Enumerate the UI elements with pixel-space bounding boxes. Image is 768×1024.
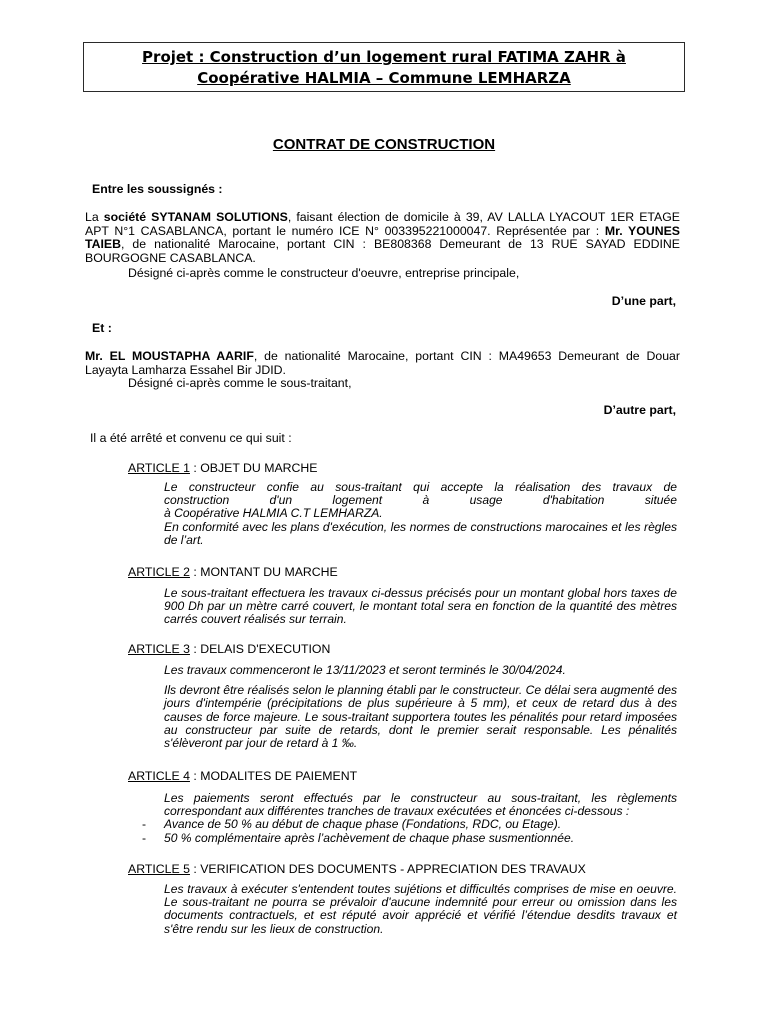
article-1-paragraph-2: En conformité avec les plans d'exécution, les normes de constructions marocaines et les règles de l’art. bbox=[164, 519, 677, 547]
and-label: Et : bbox=[92, 321, 112, 335]
article-3-paragraph-2: Ils devront être réalisés selon le planning établi par le constructeur. Ce délai sera augmenté des jours d'intempérie (précipitations de plus supérieure à 5 mm), et ceux de retard dus à des causes de force majeure. Le sous-traitant supportera toutes les pénalités pour retard imposées au constructeur par suite de retards, dont le premier serait responsable. Les pénalités s'élèveront par jour de retard à 1 ‰. bbox=[164, 683, 677, 751]
article-4-paragraph-1: Les paiements seront effectués par le constructeur au sous-traitant, les règlements correspondant aux différentes tranches de travaux exécutées et énoncées ci-dessous : bbox=[164, 791, 677, 819]
article-3-number: ARTICLE 3 bbox=[128, 642, 190, 656]
article-4-item-1-text: Avance de 50 % au début de chaque phase (Fondations, RDC, ou Etage). bbox=[164, 817, 562, 832]
article-1-number: ARTICLE 1 bbox=[128, 461, 190, 475]
article-4-heading bbox=[128, 769, 357, 783]
party-1-prefix: La bbox=[85, 210, 104, 224]
article-2-body bbox=[164, 587, 677, 627]
bullet-dash: - bbox=[142, 817, 147, 832]
party-2-paragraph bbox=[85, 350, 680, 377]
article-1-line-1: Le constructeur confie au sous-traitant qui accepte la réalisation des travaux de bbox=[164, 480, 677, 494]
article-2-heading bbox=[128, 565, 338, 579]
article-4-item-2-text: 50 % complémentaire après l’achèvement de chaque phase susmentionnée. bbox=[164, 830, 575, 845]
party-1-company: société SYTANAM SOLUTIONS bbox=[103, 210, 288, 224]
party-2-designation: Désigné ci-après comme le sous-traitant, bbox=[128, 376, 352, 390]
article-5-body bbox=[164, 883, 677, 936]
contract-title: CONTRAT DE CONSTRUCTION bbox=[272, 136, 496, 153]
article-3-title: : DELAIS D'EXECUTION bbox=[189, 642, 331, 656]
party-1-text-2: , de nationalité Marocaine, portant CIN : BE808368 Demeurant de 13 RUE SAYAD EDDINE BOURGOGNE CASABLANCA. bbox=[85, 237, 680, 265]
intro-label: Entre les soussignés : bbox=[92, 182, 223, 196]
party-1-representative: Mr. YOUNES TAIEB bbox=[85, 223, 680, 251]
party-1-text-1: , faisant élection de domicile à 39, AV LALLA LYACOUT 1ER ETAGE APT N°1 CASABLANCA, portant le numéro ICE N° 003395221000047. Représentée par : bbox=[85, 210, 680, 238]
article-2-number: ARTICLE 2 bbox=[128, 565, 190, 579]
article-4-item-2 bbox=[142, 830, 677, 845]
article-5-heading bbox=[128, 862, 586, 876]
article-5-title: : VERIFICATION DES DOCUMENTS - APPRECIATION DES TRAVAUX bbox=[189, 862, 586, 876]
party-2-text: , de nationalité Marocaine, portant CIN : MA49653 Demeurant de Douar Layayta Lamharza Essahel Bir JDID. bbox=[85, 349, 680, 377]
article-1-body bbox=[164, 481, 677, 547]
party-1-paragraph bbox=[85, 211, 680, 265]
article-3-heading bbox=[128, 642, 330, 656]
project-header bbox=[83, 42, 685, 92]
article-4-number: ARTICLE 4 bbox=[128, 769, 190, 783]
article-2-title: : MONTANT DU MARCHE bbox=[189, 565, 338, 579]
article-5-paragraph-1: Les travaux à exécuter s'entendent toutes sujétions et difficultés comprises de mise en oeuvre. Le sous-traitant ne pourra se prévaloir d'aucune indemnité pour erreur ou omission dans les documents contractuels, et est réputé avoir apprécié et vérifié l’étendue desdits travaux et s'être rendu sur les lieux de construction. bbox=[164, 882, 677, 936]
article-1-title: : OBJET DU MARCHE bbox=[189, 461, 318, 475]
article-3-paragraph-1: Les travaux commenceront le 13/11/2023 et seront terminés le 30/04/2024. bbox=[164, 663, 566, 677]
party-1-designation: Désigné ci-après comme le constructeur d'oeuvre, entreprise principale, bbox=[128, 266, 520, 280]
bullet-dash: - bbox=[142, 830, 147, 845]
article-1-line-3: à Coopérative HALMIA C.T LEMHARZA. bbox=[164, 506, 383, 521]
article-4-body bbox=[142, 791, 677, 845]
article-4-title: : MODALITES DE PAIEMENT bbox=[189, 769, 358, 783]
party-2-closing: D’autre part, bbox=[603, 403, 676, 417]
article-1-line-2: construction d'un logement à usage d'habitation située bbox=[164, 493, 677, 508]
article-5-number: ARTICLE 5 bbox=[128, 862, 190, 876]
project-title-line-2: Coopérative HALMIA – Commune LEMHARZA bbox=[197, 69, 571, 87]
article-2-paragraph-1: Le sous-traitant effectuera les travaux ci-dessus précisés pour un montant global hors taxes de 900 Dh par un mètre carré couvert, le montant total sera en fonction de la quantité des mètres carrés couvert réalisés sur terrain. bbox=[164, 586, 677, 627]
party-1-closing: D’une part, bbox=[611, 294, 676, 308]
agreement-statement: Il a été arrêté et convenu ce qui suit : bbox=[90, 431, 292, 445]
party-2-name: Mr. EL MOUSTAPHA AARIF bbox=[85, 349, 254, 363]
article-1-heading bbox=[128, 461, 318, 475]
project-title-line-1: Projet : Construction d’un logement rural FATIMA ZAHR à bbox=[142, 48, 626, 66]
article-3-body bbox=[164, 664, 677, 750]
